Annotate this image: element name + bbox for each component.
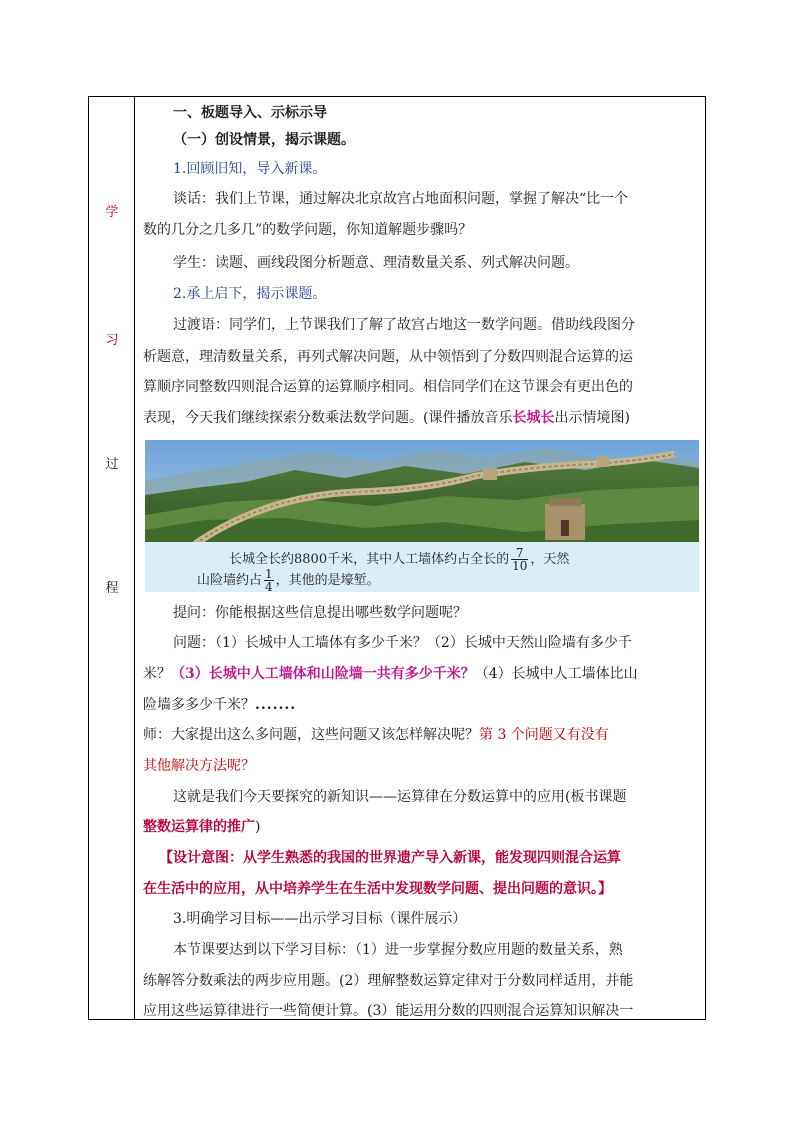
highlighted-question: （3）长城中人工墙体和山险墙一共有多少千米？ bbox=[171, 666, 475, 682]
fraction-denominator: 10 bbox=[512, 559, 528, 573]
fraction-one-quarter bbox=[264, 568, 274, 593]
paragraph-line: 这就是我们今天要探究的新知识——运算律在分数运算中的应用(板书课题 bbox=[173, 789, 627, 805]
fraction-denominator: 4 bbox=[265, 580, 273, 594]
text-segment: 险墙多多少千米？ bbox=[143, 697, 255, 713]
paragraph-line: 应用这些运算律进行一些简便计算。(3）能运用分数的四则混合运算知识解决一 bbox=[143, 1003, 634, 1019]
paragraph-line: 练解答分数乘法的两步应用题。(2）理解整数运算定律对于分数同样适用，并能 bbox=[143, 973, 634, 989]
paragraph-line bbox=[143, 407, 700, 429]
subsection-heading: （一）创设情景，揭示课题。 bbox=[173, 132, 355, 148]
text-segment: （4）长城中人工墙体比山 bbox=[474, 666, 638, 682]
caption-text: ，其他的是壕堑。 bbox=[275, 573, 380, 588]
caption-text: 山险墙约占 bbox=[197, 573, 263, 588]
fraction-numerator: 1 bbox=[265, 567, 273, 581]
side-label-3: 过 bbox=[105, 457, 119, 472]
paragraph-line: 数的几分之几多几”的数学问题，你知道解题步骤吗？ bbox=[143, 222, 473, 238]
paragraph-line: 其他解决方法呢？ bbox=[143, 758, 255, 774]
paragraph-line bbox=[143, 694, 700, 716]
side-label-1: 学 bbox=[105, 205, 119, 220]
text-segment: 出示情境图) bbox=[554, 410, 630, 426]
caption-text: 长城全长约8800千米，其中人工墙体约占全长的 bbox=[229, 552, 510, 567]
design-intent-line: 在生活中的应用，从中培养学生在生活中发现数学问题、提出问题的意识。】 bbox=[143, 881, 612, 897]
paragraph-line: 本节课要达到以下学习目标：（1）进一步掌握分数应用题的数量关系，熟 bbox=[173, 942, 623, 958]
paragraph-line: 过渡语：同学们，上节课我们了解了故宫占地这一数学问题。借助线段图分 bbox=[173, 317, 635, 333]
paragraph-line bbox=[143, 724, 700, 746]
caption-text: ，天然 bbox=[530, 552, 570, 567]
design-intent-line: 【设计意图：从学生熟悉的我国的世界遗产导入新课，能发现四则混合运算 bbox=[159, 850, 621, 866]
ellipsis: ....... bbox=[255, 697, 297, 713]
paragraph-line: 学生：读题、画线段图分析题意、理清数量关系、列式解决问题。 bbox=[173, 255, 579, 271]
paragraph-line: 问题：（1）长城中人工墙体有多少千米？（2）长城中天然山险墙有多少千 bbox=[173, 635, 632, 651]
text-segment: 米？ bbox=[143, 666, 171, 682]
text-segment: 表现，今天我们继续探索分数乘法数学问题。(课件播放音乐 bbox=[143, 410, 513, 426]
section-heading: 一、板题导入、示标示导 bbox=[173, 105, 327, 121]
side-label-2: 习 bbox=[105, 333, 119, 348]
fraction-seven-tenths bbox=[511, 547, 528, 572]
side-label-column bbox=[89, 97, 135, 1019]
text-segment: ) bbox=[255, 819, 261, 835]
paragraph-line bbox=[143, 816, 700, 838]
step-1-title: 1.回顾旧知，导入新课。 bbox=[173, 161, 327, 177]
paragraph-line: 谈话：我们上节课，通过解决北京故宫占地面积问题，掌握了解决“比一个 bbox=[173, 191, 629, 207]
side-label-4: 程 bbox=[105, 581, 119, 596]
paragraph-line: 算顺序同整数四则混合运算的运算顺序相同。相信同学们在这节课会有更出色的 bbox=[143, 379, 633, 395]
step-3-title: 3.明确学习目标——出示学习目标（课件展示） bbox=[173, 911, 467, 927]
song-title: 长城长 bbox=[512, 410, 555, 426]
paragraph-line: 提问：你能根据这些信息提出哪些数学问题呢？ bbox=[173, 605, 467, 621]
highlighted-question: 第 3 个问题又有没有 bbox=[479, 727, 609, 743]
fraction-numerator: 7 bbox=[511, 547, 528, 560]
step-2-title: 2.承上启下，揭示课题。 bbox=[173, 286, 327, 302]
paragraph-line: 析题意，理清数量关系，再列式解决问题，从中领悟到了分数四则混合运算的运 bbox=[143, 349, 633, 365]
lesson-title: 整数运算律的推广 bbox=[143, 819, 255, 835]
image-caption bbox=[145, 542, 699, 592]
caption-line-2 bbox=[197, 568, 380, 593]
text-segment: 师：大家提出这么多问题，这些问题又该怎样解决呢？ bbox=[143, 727, 479, 743]
paragraph-line bbox=[143, 663, 700, 685]
